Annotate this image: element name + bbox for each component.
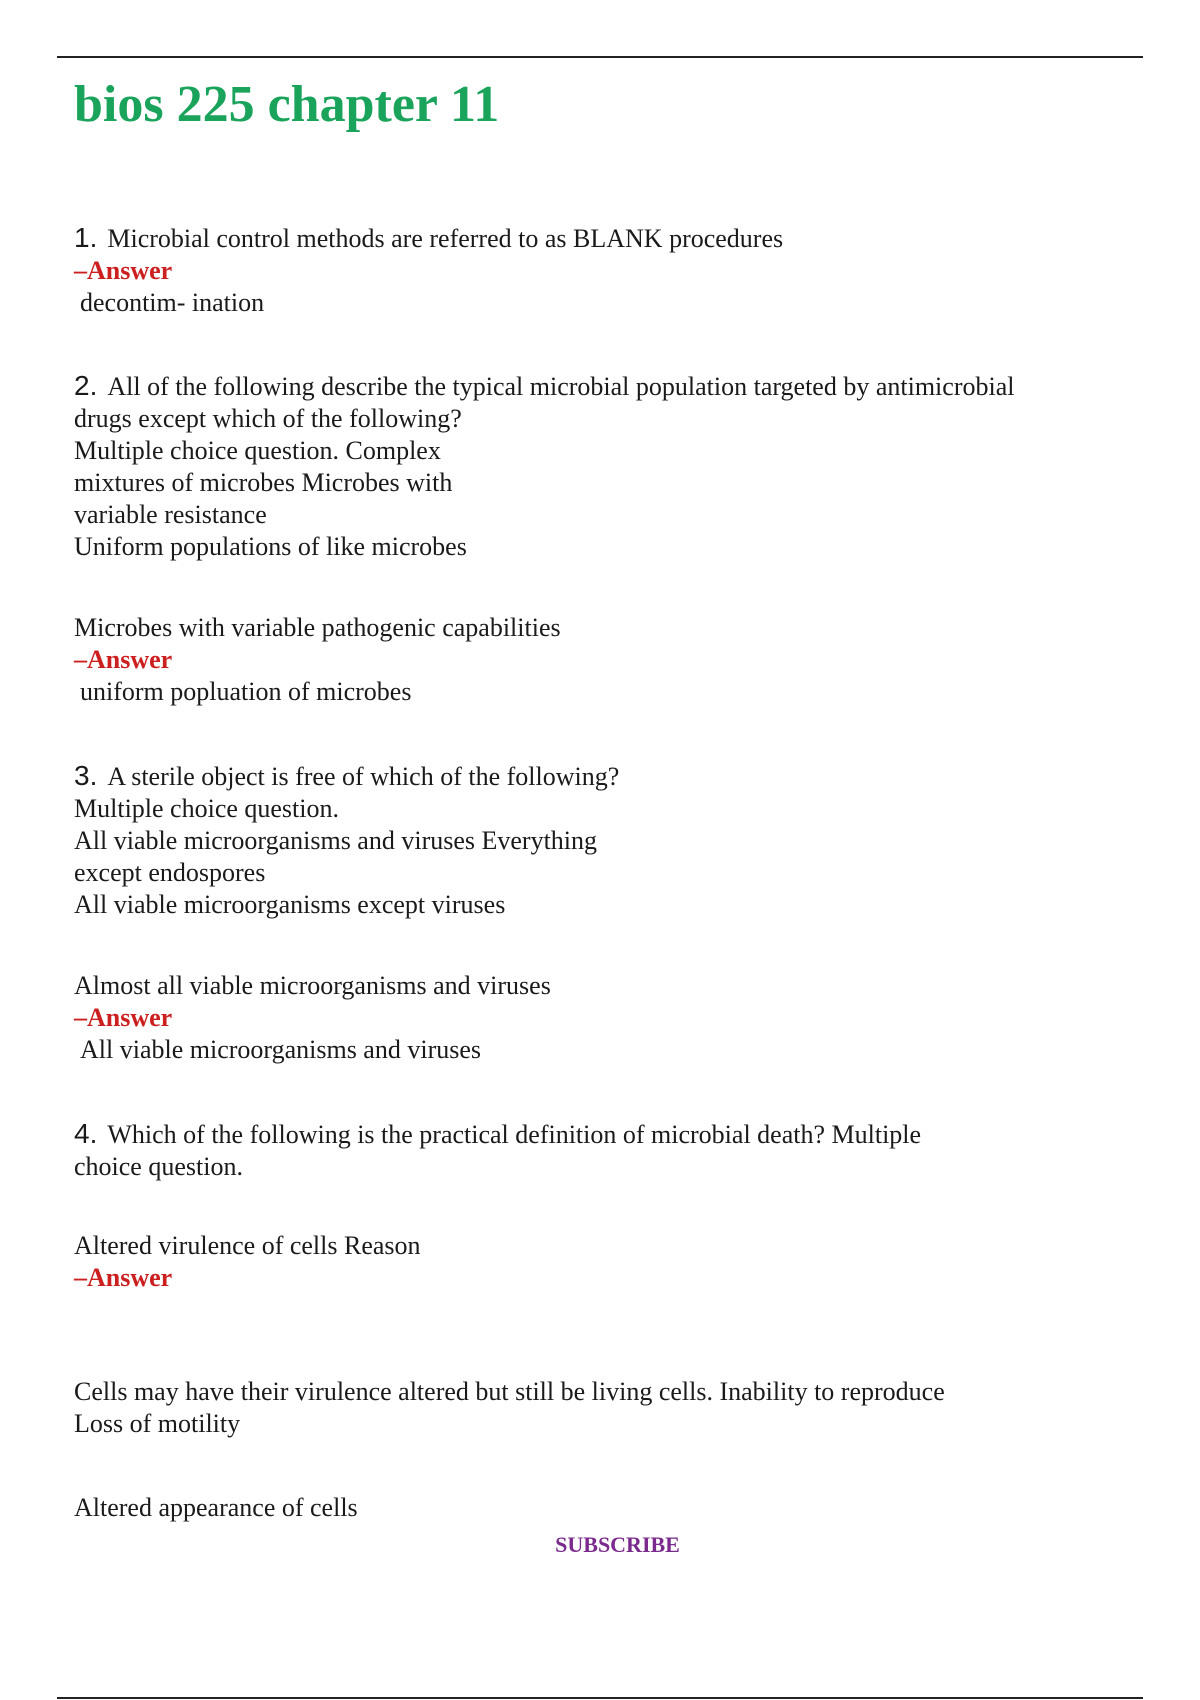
question-line: All of the following describe the typical microbial population targeted by antimicrobial [107, 372, 1015, 401]
question-text: Microbial control methods are referred to as BLANK procedures [107, 224, 784, 253]
bottom-rule [57, 1697, 1143, 1699]
question-1-stem [74, 222, 1134, 255]
question-number: 1. [74, 222, 98, 253]
question-line: Uniform populations of like microbes [74, 532, 467, 561]
top-rule [57, 56, 1143, 58]
question-4-stem [74, 1118, 1134, 1151]
question-1 [74, 222, 1134, 319]
question-line: drugs except which of the following? [74, 404, 462, 433]
answer-label: –Answer [74, 256, 173, 285]
subscribe-link[interactable]: SUBSCRIBE [555, 1532, 680, 1557]
answer-label: –Answer [74, 1003, 173, 1032]
question-line: Which of the following is the practical definition of microbial death? Multiple [107, 1120, 922, 1149]
question-2-stem [74, 370, 1134, 403]
choice-option: Altered appearance of cells [74, 1493, 358, 1522]
question-line: Multiple choice question. [74, 794, 340, 823]
answer-label: –Answer [74, 1263, 173, 1292]
question-line: A sterile object is free of which of the following? [107, 762, 620, 791]
question-3-answer-block [74, 970, 1134, 1066]
question-number: 3. [74, 760, 98, 791]
question-number: 4. [74, 1118, 98, 1149]
choice-option: Microbes with variable pathogenic capabilities [74, 613, 561, 642]
answer-line: Loss of motility [74, 1409, 241, 1438]
document-title: bios 225 chapter 11 [74, 76, 500, 133]
answer-label: –Answer [74, 645, 173, 674]
question-number: 2. [74, 370, 98, 401]
question-line: All viable microorganisms and viruses Everything [74, 826, 598, 855]
question-4-explanation [74, 1376, 1134, 1440]
answer-text: All viable microorganisms and viruses [80, 1035, 482, 1064]
question-line: choice question. [74, 1152, 243, 1181]
question-line: mixtures of microbes Microbes with [74, 468, 453, 497]
question-line: variable resistance [74, 500, 267, 529]
question-4-answer-block [74, 1230, 1134, 1294]
choice-option: Altered virulence of cells Reason [74, 1231, 421, 1260]
question-4 [74, 1118, 1134, 1183]
question-line: All viable microorganisms except viruses [74, 890, 506, 919]
question-4-final-option [74, 1492, 1134, 1524]
answer-text: decontim- ination [80, 288, 265, 317]
question-2 [74, 370, 1134, 563]
question-2-answer-block [74, 612, 1134, 708]
question-3-stem [74, 760, 1134, 793]
choice-option: Almost all viable microorganisms and viruses [74, 971, 551, 1000]
question-3 [74, 760, 1134, 921]
answer-line: Cells may have their virulence altered but still be living cells. Inability to reproduce [74, 1377, 945, 1406]
answer-text: uniform popluation of microbes [80, 677, 412, 706]
question-line: Multiple choice question. Complex [74, 436, 441, 465]
question-line: except endospores [74, 858, 266, 887]
